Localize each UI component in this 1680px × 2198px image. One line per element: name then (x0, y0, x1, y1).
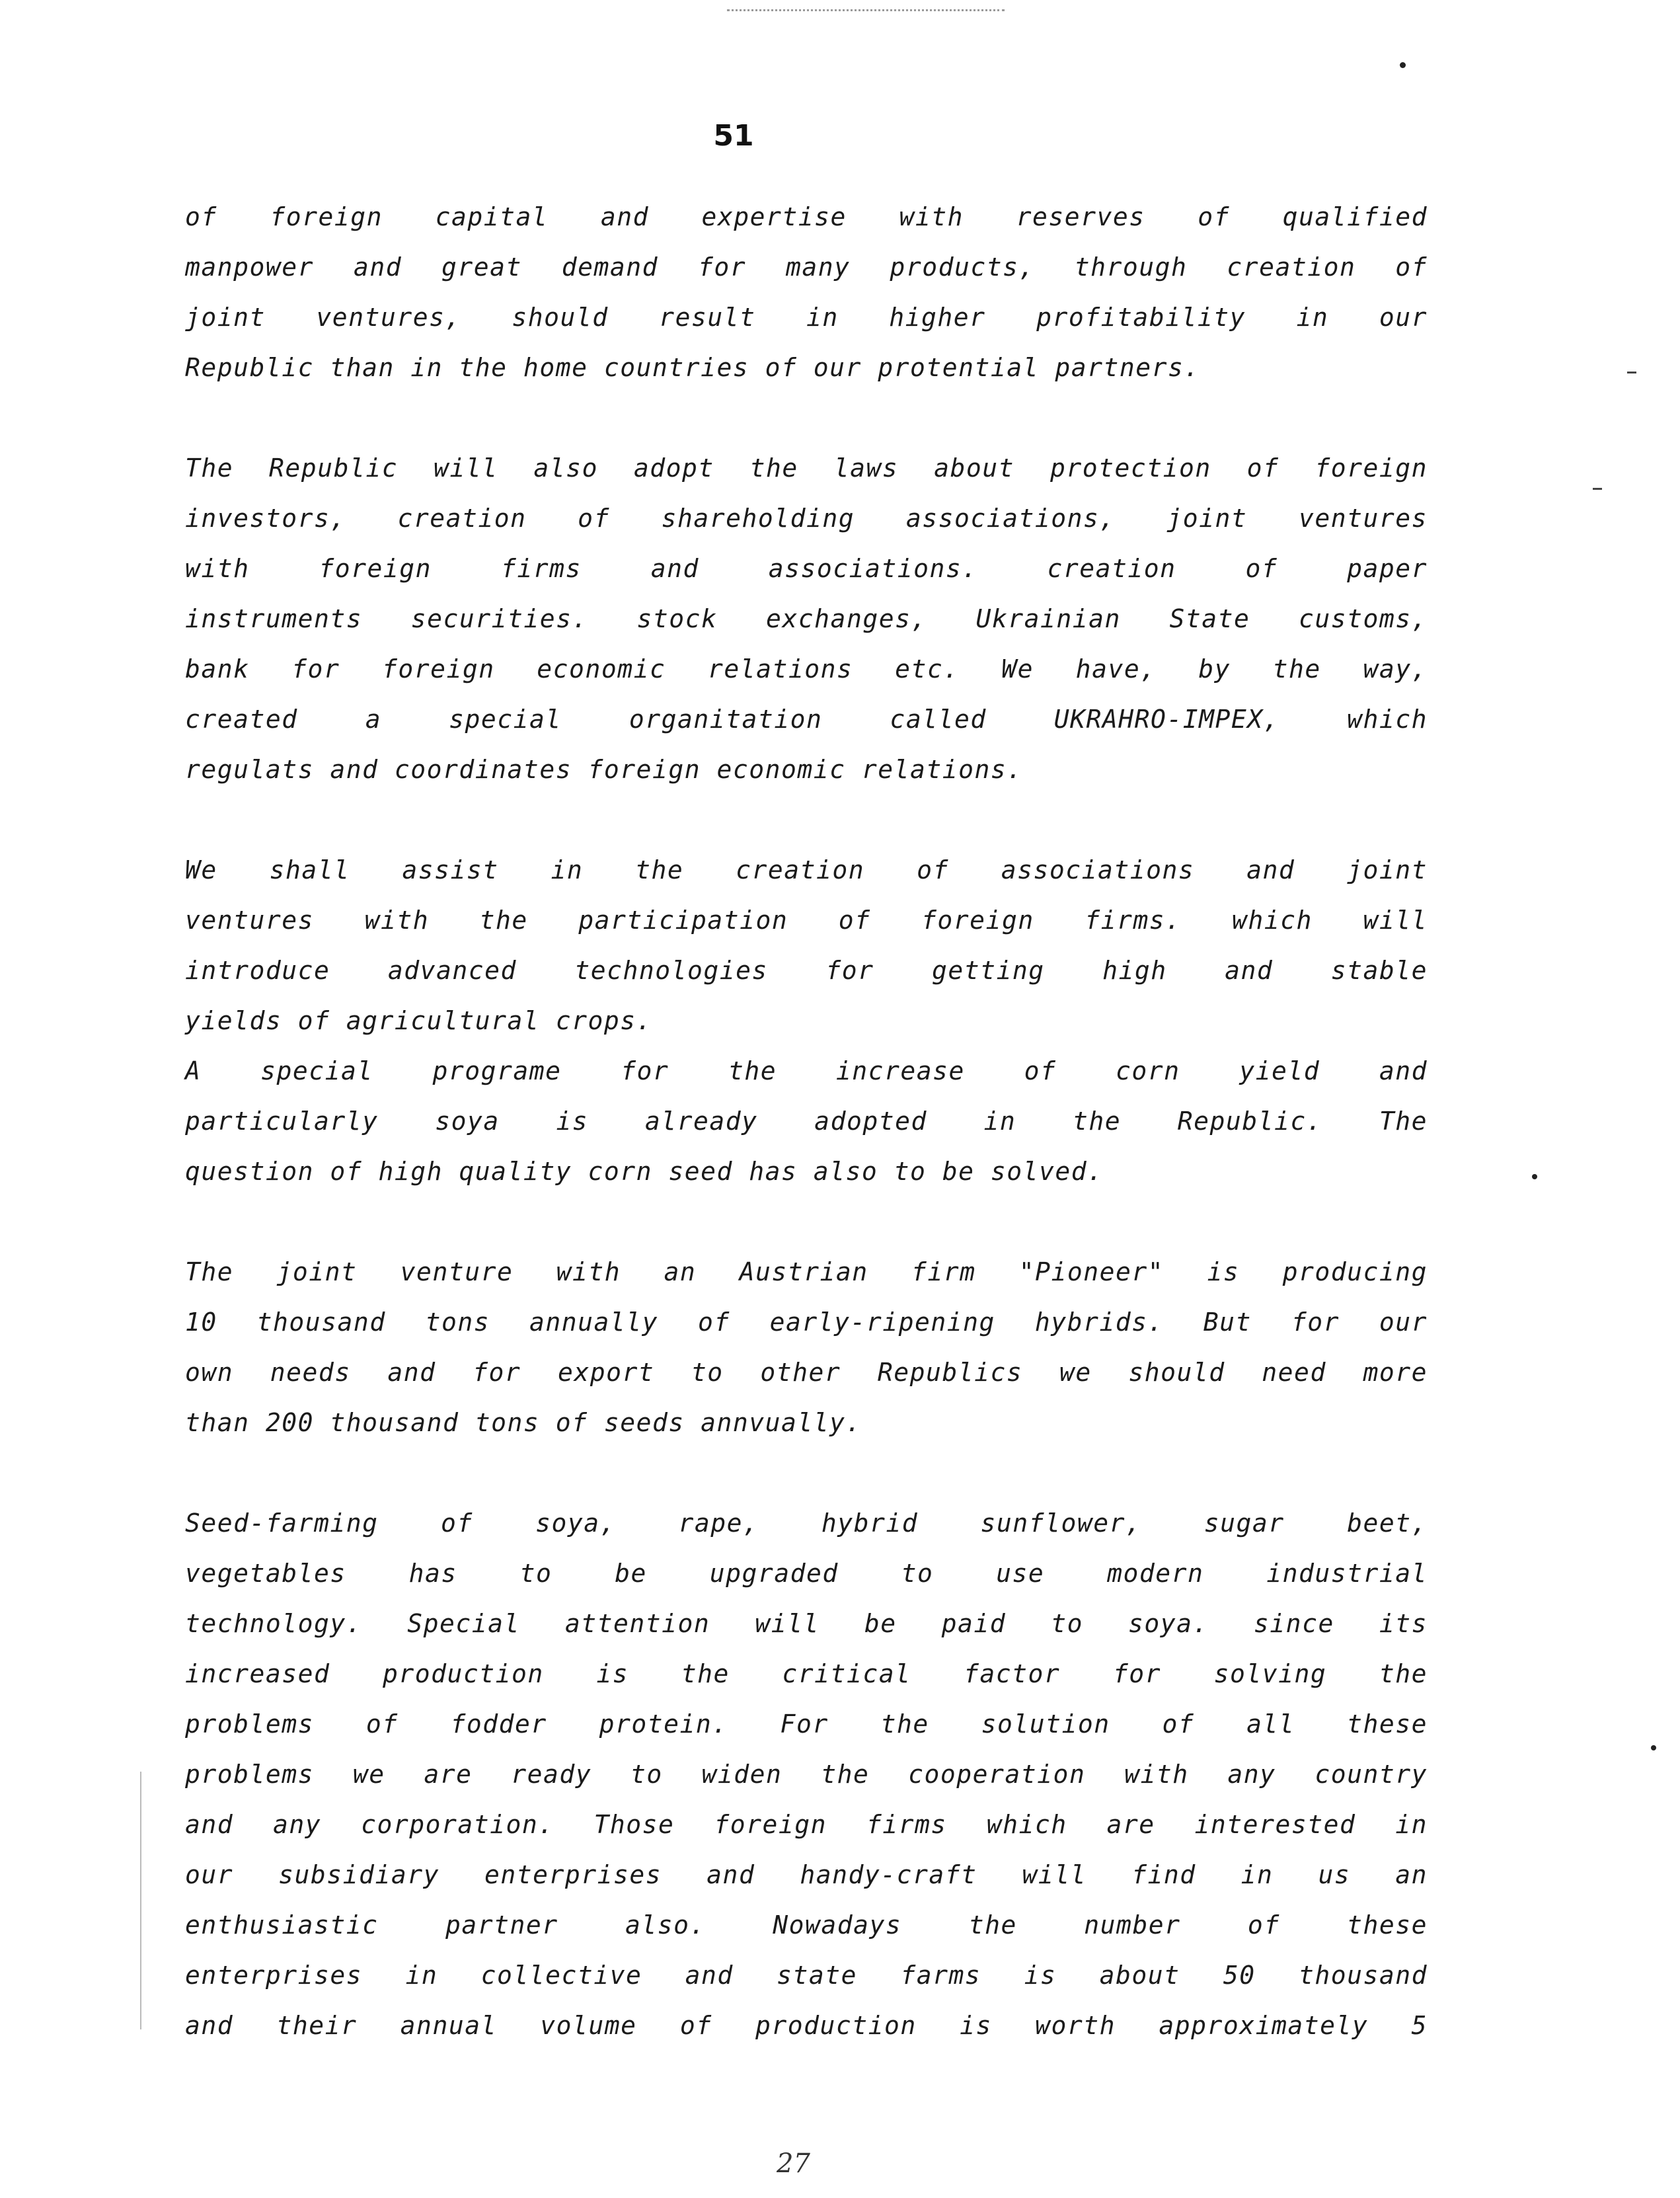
text-line: question of high quality corn seed has also to be solved. (185, 1157, 1104, 1186)
text-line: increased production is the critical factor for solving the (185, 1659, 1428, 1688)
body-text (185, 192, 1428, 2051)
paragraph-1 (185, 192, 1428, 393)
text-line: with foreign firms and associations. creation of paper (185, 554, 1428, 583)
text-line: 10 thousand tons annually of early-ripening hybrids. But for our (185, 1308, 1428, 1337)
margin-bar (140, 1772, 141, 2029)
text-line: enthusiastic partner also. Nowadays the number of these (185, 1910, 1428, 1940)
text-line: The Republic will also adopt the laws about protection of foreign (185, 453, 1428, 483)
paragraph-4 (185, 1247, 1428, 1448)
text-line: We shall assist in the creation of associations and joint (185, 855, 1428, 884)
text-line: introduce advanced technologies for getting high and stable (185, 956, 1428, 985)
text-line: regulats and coordinates foreign economic relations. (185, 755, 1023, 784)
text-line: instruments securities. stock exchanges, Ukrainian State customs, (185, 604, 1428, 633)
top-scan-rule (727, 9, 1005, 11)
text-line: particularly soya is already adopted in the Republic. The (185, 1107, 1428, 1136)
bottom-mark: 27 (777, 2148, 810, 2179)
text-line: than 200 thousand tons of seeds annvually. (185, 1408, 862, 1437)
text-line: ventures with the participation of foreign firms. which will (185, 906, 1428, 935)
text-line: Republic than in the home countries of our protential partners. (185, 353, 1200, 382)
text-line: own needs and for export to other Republics we should need more (185, 1358, 1428, 1387)
paragraph-2 (185, 443, 1428, 795)
text-line: problems we are ready to widen the cooperation with any country (185, 1760, 1428, 1789)
text-line: manpower and great demand for many products, through creation of (185, 253, 1428, 282)
margin-tick (1593, 488, 1602, 490)
text-line: investors, creation of shareholding associations, joint ventures (185, 504, 1428, 533)
paragraph-gap (185, 1448, 1428, 1498)
text-line: created a special organitation called UKRAHRO-IMPEX, which (185, 705, 1428, 734)
text-line: vegetables has to be upgraded to use modern industrial (185, 1559, 1428, 1588)
paragraph-5 (185, 1498, 1428, 2051)
text-line: Seed-farming of soya, rape, hybrid sunflower, sugar beet, (185, 1509, 1428, 1538)
text-line: problems of fodder protein. For the solution of all these (185, 1709, 1428, 1739)
text-line: The joint venture with an Austrian firm "Pioneer" is producing (185, 1257, 1428, 1286)
scan-speck (1400, 62, 1406, 68)
paragraph-gap (185, 1197, 1428, 1247)
text-line: and their annual volume of production is worth approximately 5 (185, 2011, 1428, 2040)
text-line: A special programe for the increase of corn yield and (185, 1056, 1428, 1085)
text-line: bank for foreign economic relations etc. We have, by the way, (185, 654, 1428, 684)
margin-tick (1627, 372, 1636, 373)
paragraph-gap (185, 795, 1428, 845)
text-line: technology. Special attention will be paid to soya. since its (185, 1609, 1428, 1638)
paragraph-gap (185, 393, 1428, 443)
page-number: 51 (713, 119, 754, 153)
text-line: joint ventures, should result in higher profitability in our (185, 303, 1428, 332)
paragraph-3 (185, 845, 1428, 1197)
scan-speck (1532, 1174, 1537, 1179)
text-line: our subsidiary enterprises and handy-craft will find in us an (185, 1860, 1428, 1889)
text-line: of foreign capital and expertise with reserves of qualified (185, 202, 1428, 231)
text-line: yields of agricultural crops. (185, 1006, 652, 1035)
scan-speck (1651, 1745, 1656, 1750)
text-line: enterprises in collective and state farms is about 50 thousand (185, 1961, 1428, 1990)
text-line: and any corporation. Those foreign firms which are interested in (185, 1810, 1428, 1839)
